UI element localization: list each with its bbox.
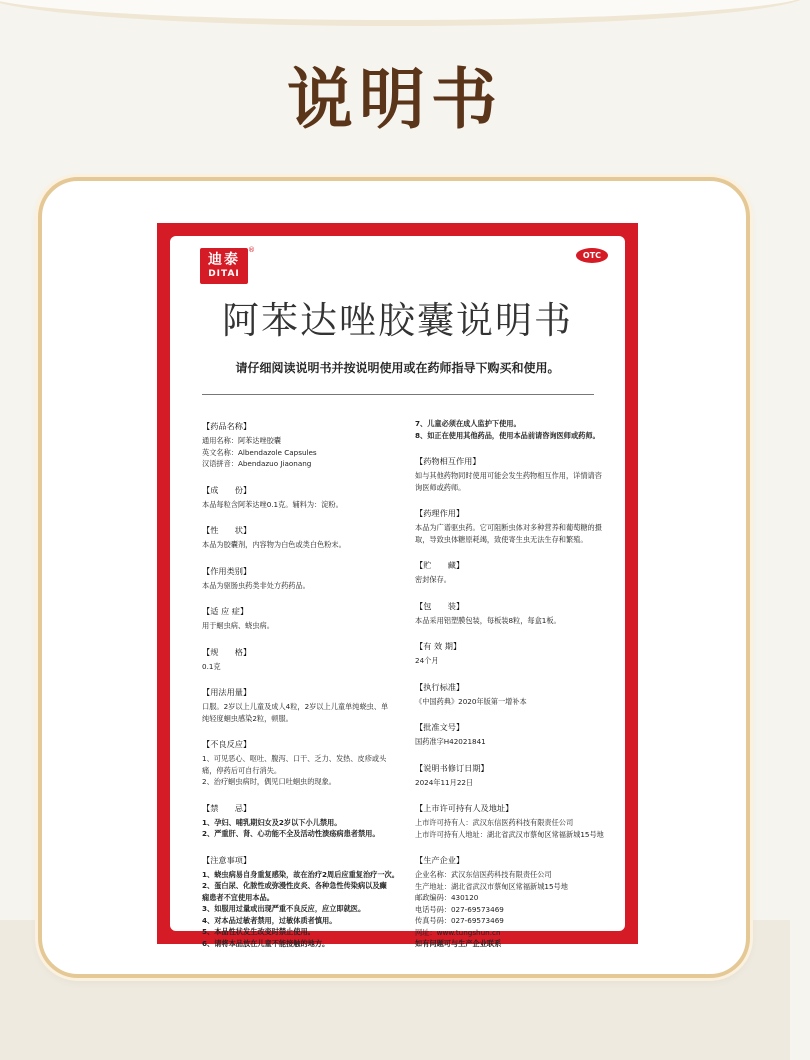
leaflet-section	[202, 605, 402, 632]
leaflet-section	[415, 418, 615, 441]
leaflet-section	[202, 484, 402, 511]
section-line: 企业名称：武汉东信医药科技有限责任公司	[415, 870, 552, 879]
section-title: 【性 状】	[202, 525, 252, 535]
leaflet-section	[415, 802, 615, 840]
section-line: 4、对本品过敏者禁用，过敏体质者慎用。	[202, 915, 337, 925]
section-title: 【药物相互作用】	[415, 456, 481, 466]
section-title: 【包 装】	[415, 600, 465, 611]
leaflet-section	[415, 507, 615, 545]
section-line: 取，导致虫体糖原耗竭，致使寄生虫无法生存和繁殖。	[415, 534, 588, 544]
leaflet-section	[415, 681, 615, 708]
leaflet-section	[415, 640, 615, 667]
section-title: 【不良反应】	[202, 739, 252, 749]
section-line: 痛，停药后可自行消失。	[202, 765, 282, 775]
leaflet-sheet	[157, 223, 638, 948]
leaflet-section	[202, 802, 402, 840]
section-line: 如与其他药物同时使用可能会发生药物相互作用，详情请咨	[415, 471, 602, 480]
section-line: 通用名称：阿苯达唑胶囊	[202, 436, 282, 445]
leaflet-section	[415, 721, 615, 748]
section-line: 1、可见恶心、呕吐、腹泻、口干、乏力、发热、皮疹或头	[202, 754, 387, 763]
section-line: 生产地址：湖北省武汉市蔡甸区常福新城15号地	[415, 881, 568, 891]
document-title: 阿苯达唑胶囊说明书	[222, 299, 573, 342]
section-line: 8、如正在使用其他药品，使用本品前请咨询医师或药师。	[415, 430, 600, 440]
leaflet-section	[202, 524, 402, 551]
section-title: 【成 份】	[202, 484, 252, 495]
section-line: 2、严重肝、肾、心功能不全及活动性溃疡病患者禁用。	[202, 829, 380, 838]
leaflet-section	[202, 738, 402, 788]
leaflet-section	[415, 600, 615, 627]
section-line: 1、孕妇、哺乳期妇女及2岁以下小儿禁用。	[202, 817, 342, 827]
section-line: 纯轻度蛔虫感染2粒，顿服。	[202, 713, 293, 723]
top-decorative-arc	[0, 0, 810, 26]
section-title: 【作用类别】	[202, 565, 252, 576]
section-title: 【规 格】	[202, 646, 252, 657]
section-line: 上市许可持有人：武汉东信医药科技有限责任公司	[415, 818, 574, 827]
brand-logo-cn: 迪泰	[208, 252, 240, 268]
section-title: 【药理作用】	[415, 508, 465, 518]
left-column	[202, 420, 402, 963]
section-title: 【生产企业】	[415, 855, 465, 865]
leaflet-section	[415, 455, 615, 493]
section-line: 网址：www.tungshun.cn	[415, 927, 501, 937]
section-line: 国药准字H42021841	[415, 737, 486, 746]
leaflet-paper	[170, 236, 625, 948]
section-line: 5、本品性状发生改变时禁止使用。	[202, 927, 315, 936]
section-line: 本品为广谱驱虫药。它可阻断虫体对多种营养和葡萄糖的摄	[415, 523, 602, 532]
usage-notice: 请仔细阅读说明书并按说明使用或在药师指导下购买和使用。	[235, 361, 560, 375]
section-title: 【说明书修订日期】	[415, 762, 489, 773]
leaflet-section	[202, 686, 402, 724]
section-line: 本品采用铝塑膜包装，每板装8粒，每盒1板。	[415, 615, 561, 625]
page-heading: 说明书	[287, 61, 503, 138]
brand-logo	[200, 246, 255, 284]
section-line: 电话号码：027-69573469	[415, 904, 504, 914]
section-line: 6、请将本品放在儿童不能接触的地方。	[202, 938, 330, 948]
section-line: 2024年11月22日	[415, 777, 474, 787]
section-line: 上市许可持有人地址：湖北省武汉市蔡甸区常福新城15号地	[415, 829, 604, 839]
otc-badge: OTC	[576, 248, 608, 263]
section-line: 1、蛲虫病易自身重复感染，故在治疗2周后应重复治疗一次。	[202, 869, 399, 879]
section-line: 24个月	[415, 656, 439, 665]
section-title: 【贮 藏】	[415, 560, 465, 570]
leaflet-section	[415, 559, 615, 586]
section-line: 《中国药典》2020年版第一增补本	[415, 696, 527, 706]
section-line: 3、如服用过量或出现严重不良反应，应立即就医。	[202, 904, 366, 913]
leaflet-section	[202, 565, 402, 592]
leaflet-section	[415, 762, 615, 789]
section-line: 痫患者不宜使用本品。	[202, 892, 274, 902]
leaflet-section	[415, 854, 615, 950]
section-title: 【用法用量】	[202, 687, 252, 697]
section-line: 询医师或药师。	[415, 482, 466, 492]
section-line: 邮政编码：430120	[415, 893, 479, 902]
section-line: 本品为驱肠虫药类非处方药药品。	[202, 580, 310, 590]
section-line: 传真号码：027-69573469	[415, 916, 504, 925]
section-line: 本品为胶囊剂，内容物为白色或类白色粉末。	[202, 540, 346, 549]
section-line: 7、儿童必须在成人监护下使用。	[415, 419, 521, 428]
right-column	[415, 418, 615, 964]
leaflet-section	[202, 854, 402, 950]
section-title: 【注意事项】	[202, 854, 252, 865]
section-title: 【适 应 症】	[202, 606, 249, 616]
registered-mark: ®	[248, 246, 255, 254]
section-title: 【有 效 期】	[415, 641, 462, 651]
section-tail: 如有问题可与生产企业联系	[415, 939, 502, 948]
section-line: 口服。2岁以上儿童及成人4粒，2岁以上儿童单纯蛲虫、单	[202, 702, 389, 711]
section-title: 【上市许可持有人及地址】	[415, 803, 514, 813]
section-line: 2、蛋白尿、化脓性或弥漫性皮炎、各种急性传染病以及癫	[202, 881, 387, 890]
section-line: 用于蛔虫病、蛲虫病。	[202, 621, 274, 630]
section-title: 【禁 忌】	[202, 802, 252, 813]
leaflet-section	[202, 420, 402, 470]
section-title: 【执行标准】	[415, 681, 465, 692]
leaflet-section	[202, 646, 402, 673]
section-title: 【药品名称】	[202, 421, 252, 431]
section-line: 本品每粒含阿苯达唑0.1克。辅料为：淀粉。	[202, 499, 343, 509]
section-line: 汉语拼音：Abendazuo Jiaonang	[202, 459, 312, 468]
section-line: 0.1克	[202, 661, 221, 671]
section-line: 密封保存。	[415, 575, 451, 584]
section-line: 2、治疗蛔虫病时，偶见口吐蛔虫的现象。	[202, 777, 336, 786]
section-line: 英文名称：Albendazole Capsules	[202, 447, 317, 457]
section-title: 【批准文号】	[415, 722, 465, 732]
brand-logo-en: DITAI	[208, 269, 240, 279]
title-divider	[202, 394, 594, 395]
